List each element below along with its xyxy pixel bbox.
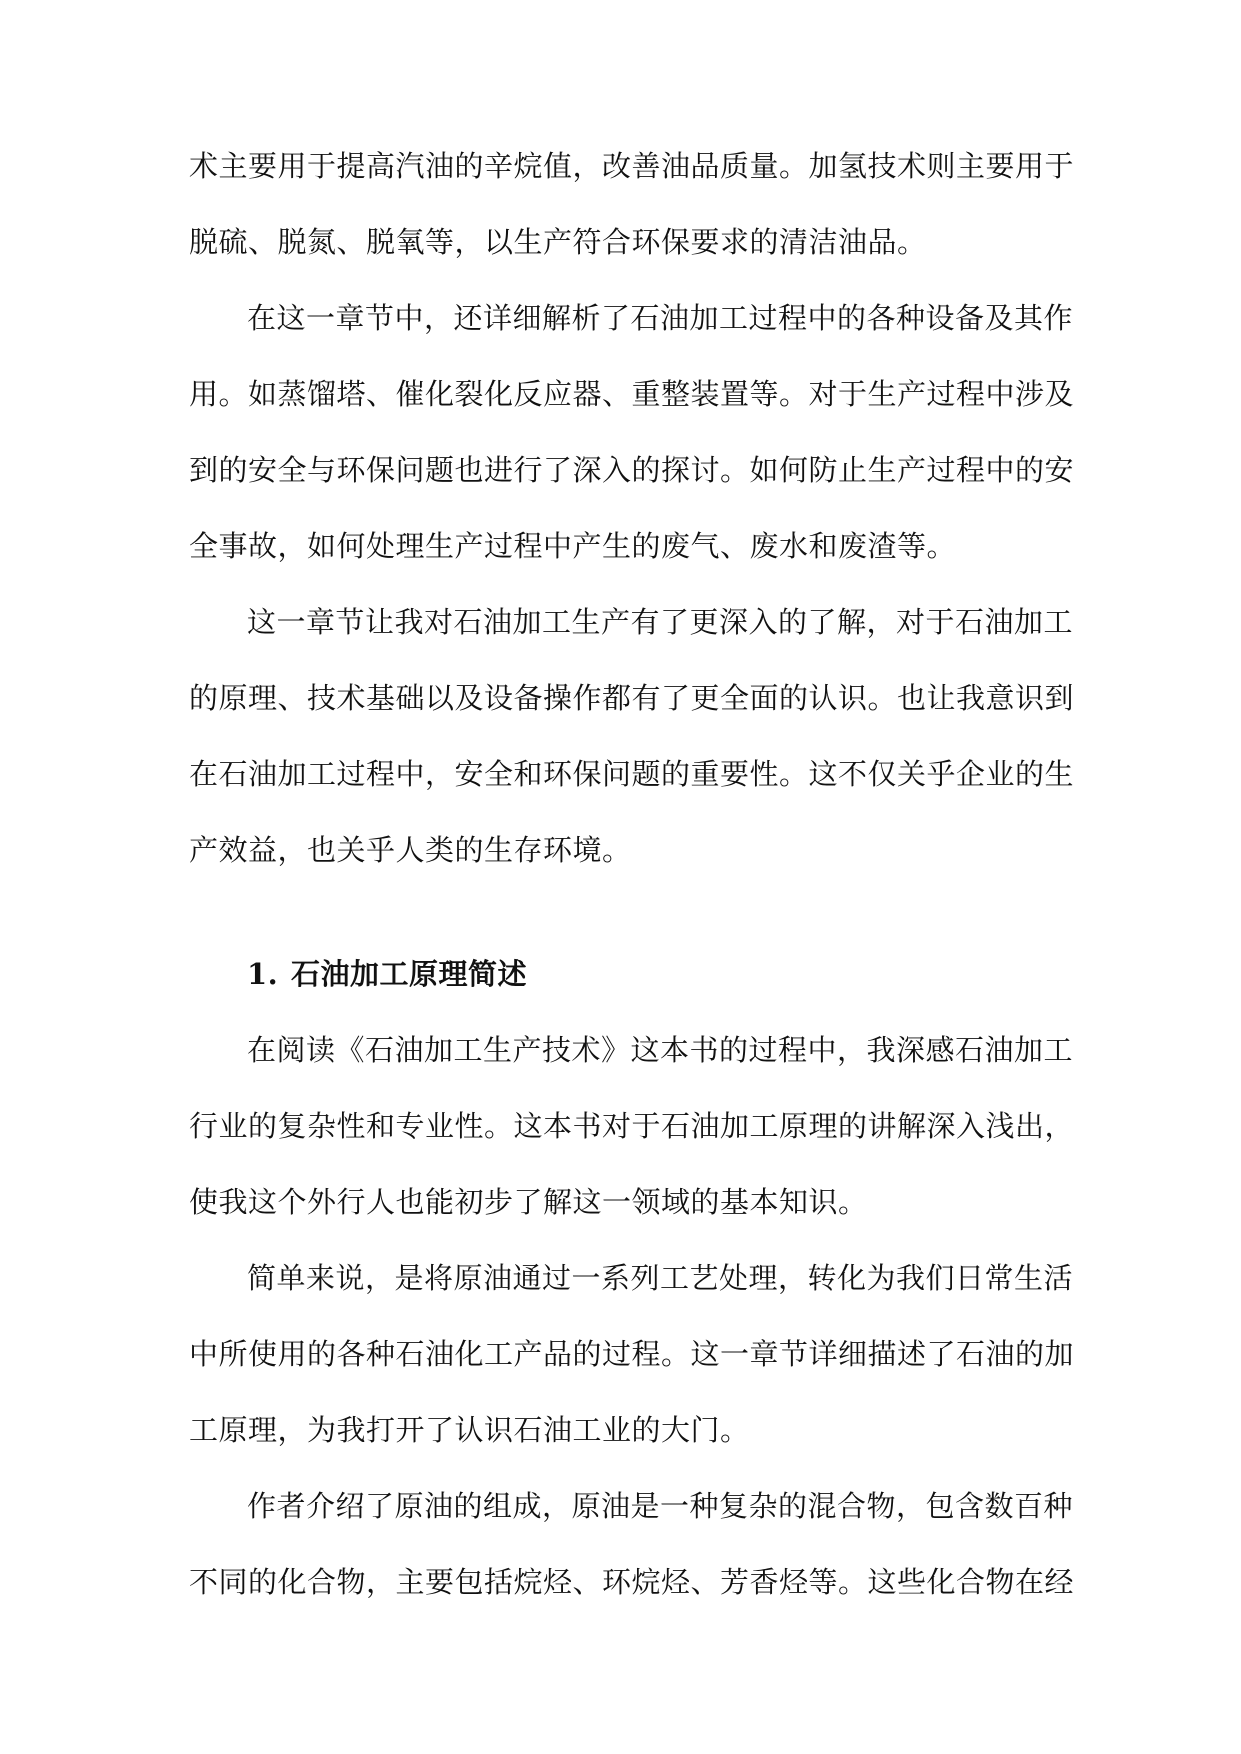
- text-line: 产效益，也关乎人类的生存环境。: [189, 833, 632, 867]
- text-line: 到的安全与环保问题也进行了深入的探讨。如何防止生产过程中的安: [189, 453, 1075, 487]
- document-page: [189, 128, 1075, 1620]
- text-line: 术主要用于提高汽油的辛烷值，改善油品质量。加氢技术则主要用于: [189, 149, 1075, 183]
- text-line: 工原理，为我打开了认识石油工业的大门。: [189, 1413, 750, 1447]
- paragraph: [189, 1012, 1075, 1240]
- text-line: 行业的复杂性和专业性。这本书对于石油加工原理的讲解深入浅出，: [189, 1109, 1075, 1143]
- text-line: 全事故，如何处理生产过程中产生的废气、废水和废渣等。: [189, 529, 957, 563]
- text-line: 在阅读《石油加工生产技术》这本书的过程中，我深感石油加工: [247, 1033, 1074, 1067]
- section-spacer: [189, 888, 1057, 936]
- text-line: 不同的化合物，主要包括烷烃、环烷烃、芳香烃等。这些化合物在经: [189, 1565, 1075, 1599]
- paragraph: [189, 128, 1075, 280]
- text-line: 作者介绍了原油的组成，原油是一种复杂的混合物，包含数百种: [247, 1489, 1074, 1523]
- text-line: 在石油加工过程中，安全和环保问题的重要性。这不仅关乎企业的生: [189, 757, 1075, 791]
- paragraph: [189, 584, 1075, 888]
- text-line: 简单来说，是将原油通过一系列工艺处理，转化为我们日常生活: [247, 1261, 1074, 1295]
- text-line: 这一章节让我对石油加工生产有了更深入的了解，对于石油加工: [247, 605, 1074, 639]
- paragraph: [189, 1240, 1075, 1468]
- paragraph: [189, 280, 1075, 584]
- text-line: 使我这个外行人也能初步了解这一领域的基本知识。: [189, 1185, 868, 1219]
- section-number: 1.: [247, 957, 279, 991]
- section-heading: [189, 936, 1057, 1012]
- text-line: 的原理、技术基础以及设备操作都有了更全面的认识。也让我意识到: [189, 681, 1075, 715]
- text-line: 中所使用的各种石油化工产品的过程。这一章节详细描述了石油的加: [189, 1337, 1075, 1371]
- section-title: 石油加工原理简述: [291, 957, 528, 991]
- text-line: 在这一章节中，还详细解析了石油加工过程中的各种设备及其作: [247, 301, 1074, 335]
- text-line: 用。如蒸馏塔、催化裂化反应器、重整装置等。对于生产过程中涉及: [189, 377, 1075, 411]
- paragraph: [189, 1468, 1075, 1620]
- text-line: 脱硫、脱氮、脱氧等，以生产符合环保要求的清洁油品。: [189, 225, 927, 259]
